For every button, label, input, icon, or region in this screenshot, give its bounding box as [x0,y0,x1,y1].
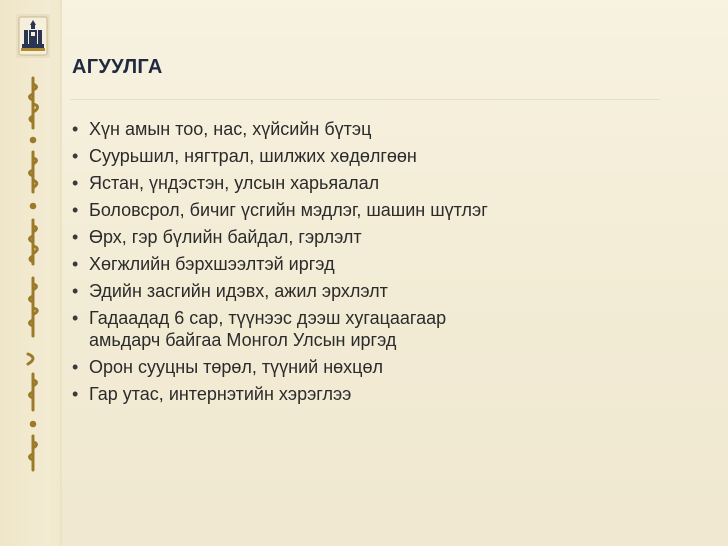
bullet-icon: • [72,254,79,274]
mongolian-script-icon [18,74,48,474]
content-list [72,118,692,410]
list-item [72,199,692,221]
bullet-icon: • [72,119,79,139]
list-item-text: Хүн амын тоо, нас, хүйсийн бүтэц [89,119,372,139]
list-item [72,280,692,302]
list-item [72,307,692,351]
list-item [72,145,692,167]
mongolia-emblem-icon [16,14,50,58]
slide-title: АГУУЛГА [72,56,163,78]
bullet-icon: • [72,200,79,220]
list-item [72,253,692,275]
bullet-icon: • [72,227,79,247]
list-item [72,172,692,194]
list-item [72,356,692,378]
list-item-text: Гар утас, интернэтийн хэрэглээ [89,384,352,404]
bullet-icon: • [72,308,79,328]
bullet-icon: • [72,281,79,301]
list-item [72,118,692,140]
list-item [72,383,692,405]
title-divider [70,99,660,100]
list-item-text: Суурьшил, нягтрал, шилжих хөдөлгөөн [89,146,417,166]
list-item-text: Хөгжлийн бэрхшээлтэй иргэд [89,254,335,274]
list-item [72,226,692,248]
list-item-text: Ястан, үндэстэн, улсын харьяалал [89,173,380,193]
bullet-icon: • [72,384,79,404]
list-item-text: Өрх, гэр бүлийн байдал, гэрлэлт [89,227,362,247]
bullet-icon: • [72,173,79,193]
sidebar [0,0,60,546]
sidebar-divider [60,0,62,546]
list-item-text: Боловсрол, бичиг үсгийн мэдлэг, шашин шүтлэг [89,200,488,220]
list-item-text: Эдийн засгийн идэвх, ажил эрхлэлт [89,281,388,301]
list-item-text: Гадаадад 6 сар, түүнээс дээш хугацаагаар амьдарч байгаа Монгол Улсын иргэд [89,308,447,350]
bullet-icon: • [72,357,79,377]
bullet-icon: • [72,146,79,166]
list-item-text: Орон сууцны төрөл, түүний нөхцөл [89,357,384,377]
